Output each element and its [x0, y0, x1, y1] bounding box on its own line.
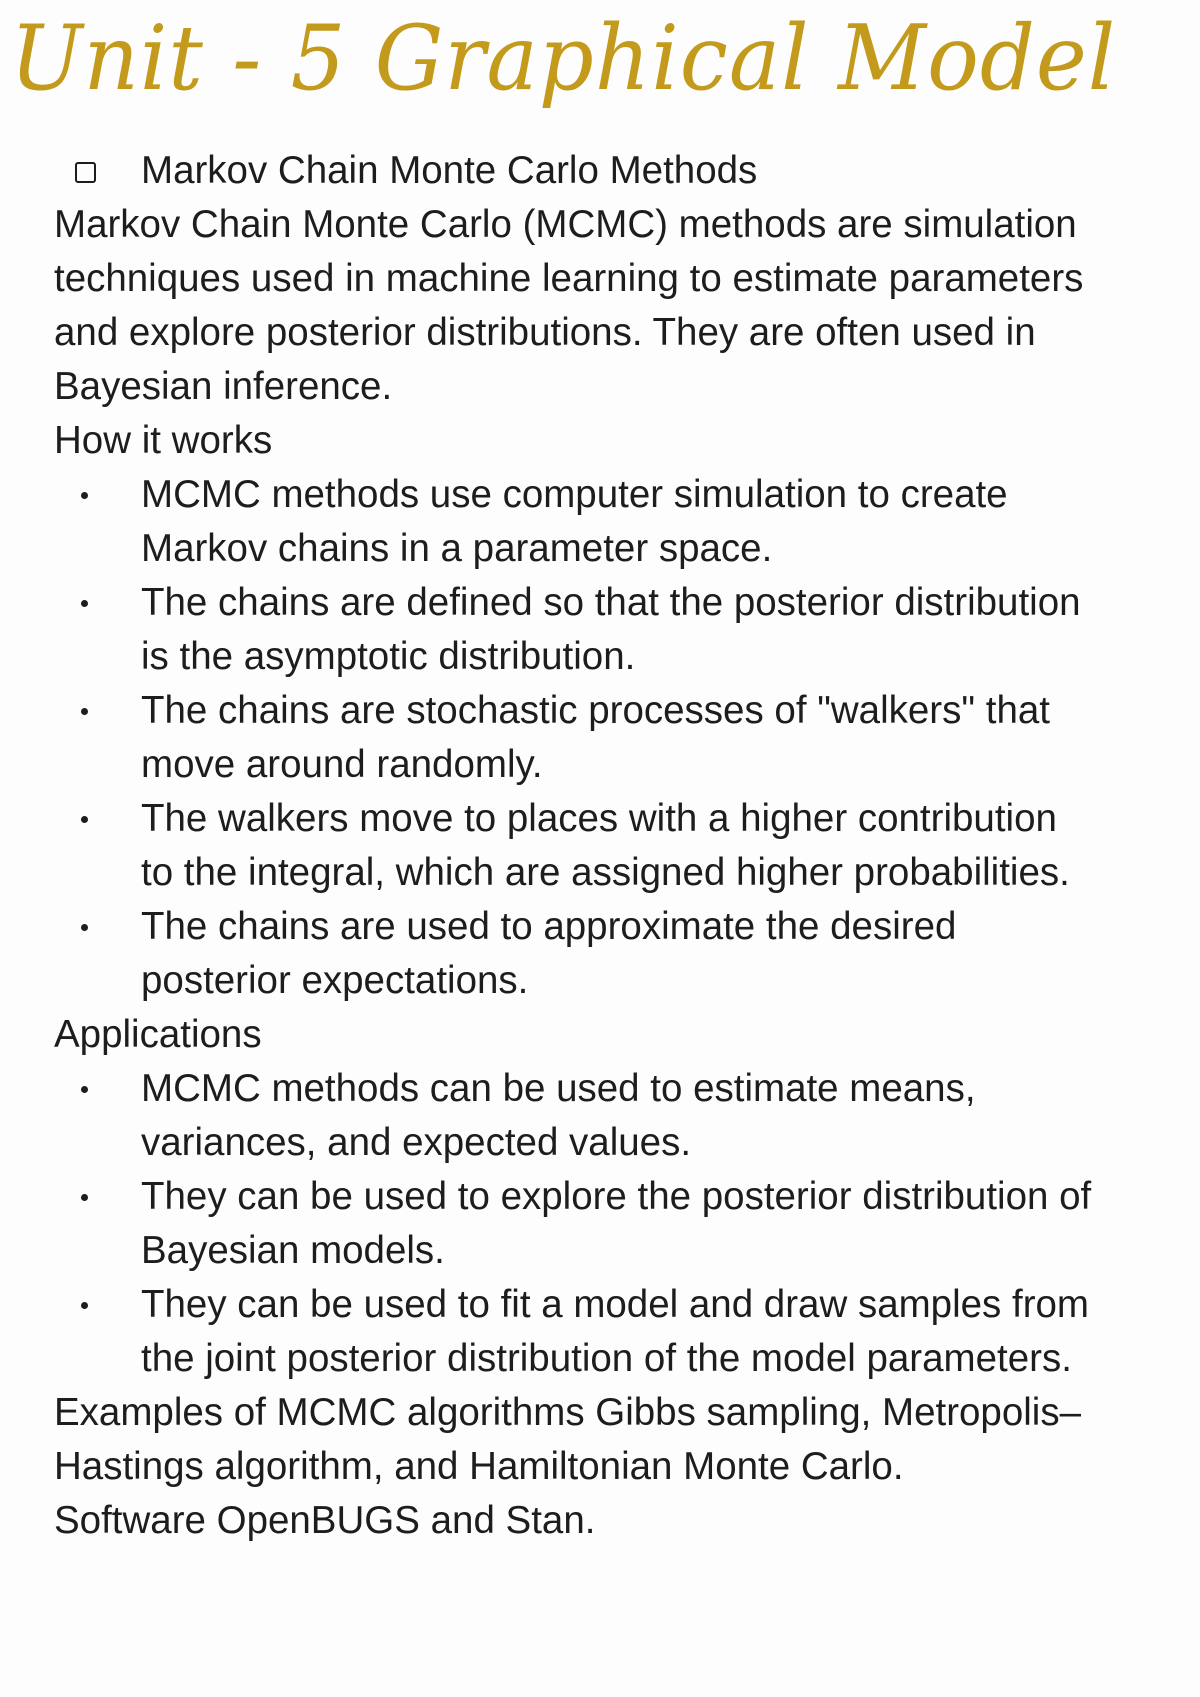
list-item-line: Markov chains in a parameter space. — [141, 527, 773, 570]
list-item-line: They can be used to fit a model and draw samples from — [141, 1283, 1090, 1326]
list-item — [54, 900, 1164, 1008]
software-line: Software OpenBUGS and Stan. — [54, 1499, 596, 1542]
list-item — [54, 792, 1164, 900]
list-item-line: Bayesian models. — [141, 1229, 445, 1272]
document-body — [54, 144, 1164, 1548]
section-heading-text: Markov Chain Monte Carlo Methods — [141, 149, 758, 192]
list-item-line: The chains are defined so that the posterior distribution — [141, 581, 1081, 624]
bullet-icon — [81, 1086, 88, 1093]
list-item-line: The chains are stochastic processes of "walkers" that — [141, 689, 1050, 732]
intro-paragraph — [54, 198, 1164, 414]
intro-line: Bayesian inference. — [54, 365, 393, 408]
intro-line: Markov Chain Monte Carlo (MCMC) methods are simulation — [54, 203, 1077, 246]
list-item-line: is the asymptotic distribution. — [141, 635, 636, 678]
list-item-line: posterior expectations. — [141, 959, 529, 1002]
list-item — [54, 684, 1164, 792]
list-item-line: The chains are used to approximate the desired — [141, 905, 957, 948]
intro-line: and explore posterior distributions. They are often used in — [54, 311, 1036, 354]
bullet-icon — [81, 600, 88, 607]
examples-paragraph — [54, 1386, 1164, 1494]
how-it-works-list — [54, 468, 1164, 1008]
section-heading — [75, 144, 1164, 198]
intro-line: techniques used in machine learning to estimate parameters — [54, 257, 1084, 300]
bullet-icon — [81, 708, 88, 715]
bullet-icon — [81, 1194, 88, 1201]
page-title: Unit - 5 Graphical Model — [10, 6, 1117, 112]
list-item — [54, 468, 1164, 576]
bullet-icon — [81, 924, 88, 931]
examples-line: Examples of MCMC algorithms Gibbs sampling, Metropolis– — [54, 1391, 1082, 1434]
applications-list — [54, 1062, 1164, 1386]
list-item-line: move around randomly. — [141, 743, 543, 786]
list-item-line: MCMC methods can be used to estimate means, — [141, 1067, 976, 1110]
applications-label: Applications — [54, 1013, 262, 1056]
how-it-works-label: How it works — [54, 419, 273, 462]
checkbox-icon[interactable] — [75, 162, 96, 183]
examples-line: Hastings algorithm, and Hamiltonian Monte Carlo. — [54, 1445, 904, 1488]
list-item — [54, 1278, 1164, 1386]
list-item — [54, 1062, 1164, 1170]
list-item-line: the joint posterior distribution of the model parameters. — [141, 1337, 1072, 1380]
list-item-line: They can be used to explore the posterior distribution of — [141, 1175, 1092, 1218]
list-item-line: variances, and expected values. — [141, 1121, 692, 1164]
list-item — [54, 1170, 1164, 1278]
list-item-line: to the integral, which are assigned higher probabilities. — [141, 851, 1070, 894]
list-item — [54, 576, 1164, 684]
bullet-icon — [81, 816, 88, 823]
bullet-icon — [81, 1302, 88, 1309]
list-item-line: MCMC methods use computer simulation to create — [141, 473, 1008, 516]
list-item-line: The walkers move to places with a higher contribution — [141, 797, 1057, 840]
bullet-icon — [81, 492, 88, 499]
